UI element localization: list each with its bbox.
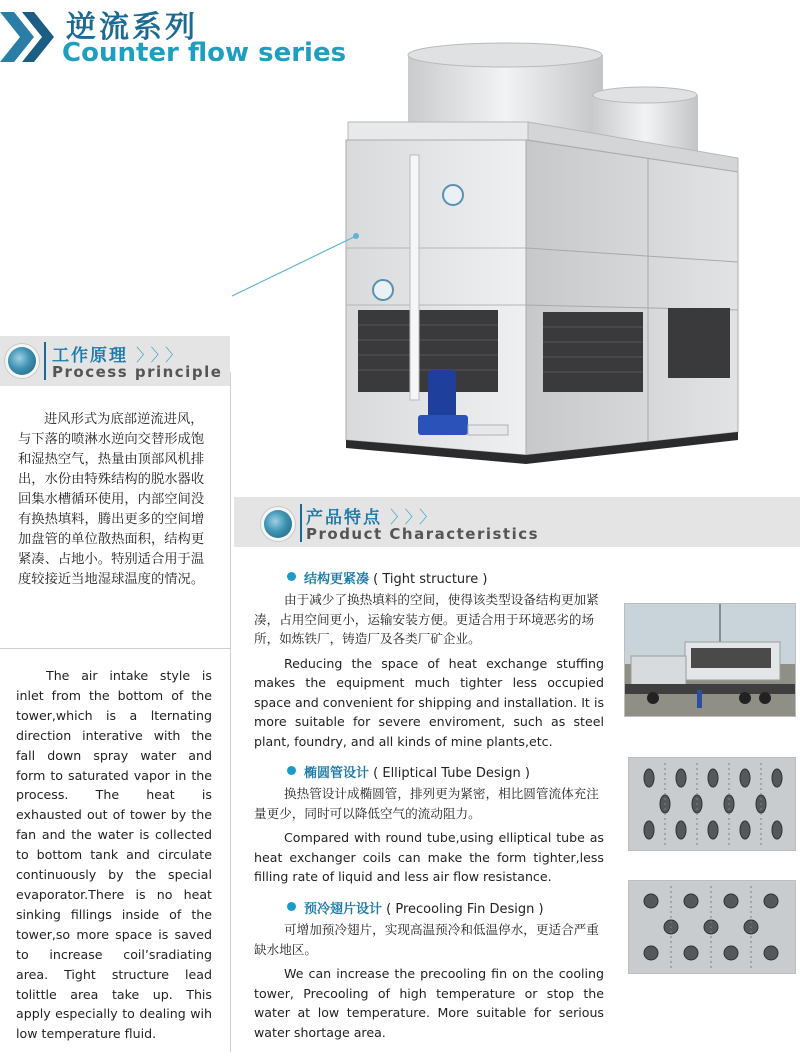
divider bbox=[0, 648, 230, 649]
section-divider bbox=[44, 342, 46, 380]
process-title-cn: 工作原理 〉〉〉 bbox=[52, 346, 188, 366]
feature-dot-icon bbox=[287, 766, 296, 775]
feature-title: 预冷翅片设计 ( Precooling Fin Design ) bbox=[304, 902, 544, 917]
feature-dot-icon bbox=[287, 572, 296, 581]
precooling-fin-diagram bbox=[628, 880, 796, 974]
feature-text: 可增加预冷翅片，实现高温预冷和低温停水，更适合严重缺水地区。 We can increase the precooling fin on the cooling tower, Precooling of high temperature or stop the water at low temperature. More suitable for serious water shortage area. bbox=[254, 922, 604, 1040]
process-text-cn: 进风形式为底部逆流进风，与下落的喷淋水逆向交替形成饱和湿热空气，热量由顶部风机排出，水份由特殊结构的脱水器收回集水槽循环使用，内部空间没有换热填料，腾出更多的空间增加盘管的单位散热面积，结构更紧凑、占地小。特别适合用于温度较接近当地湿球温度的情况。 bbox=[18, 412, 205, 587]
page-title-en: Counter flow series bbox=[62, 38, 347, 68]
feature-dot-icon bbox=[287, 902, 296, 911]
feature-text: 由于减少了换热填料的空间，使得该类型设备结构更加紧凑，占用空间更小，运输安装方便。更适合用于环境恶劣的场所，如炼铁厂，铸造厂及各类厂矿企业。 Reducing the space of heat exchange stuffing makes the equipment much tighter less occupied space and convenient for shipping and installation. It is more suitable for severe enviroment, such as steel plant, foundry, and all kinds of mine plants,etc. bbox=[254, 592, 604, 749]
column-divider bbox=[230, 372, 231, 1052]
product-section-header bbox=[234, 497, 800, 547]
elliptical-tube-diagram bbox=[628, 757, 796, 851]
callout-line bbox=[228, 230, 368, 300]
product-title-cn: 产品特点 〉〉〉 bbox=[306, 508, 442, 528]
product-title-en: Product Characteristics bbox=[306, 525, 540, 543]
transport-photo bbox=[624, 603, 796, 717]
chevron-logo-icon bbox=[0, 8, 60, 66]
section-bullet-icon bbox=[8, 347, 36, 375]
feature-title: 结构更紧凑 ( Tight structure ) bbox=[304, 572, 488, 587]
feature-text: 换热管设计成椭圆管，排列更为紧密，相比圆管流体充注量更少，同时可以降低空气的流动阻力。 Compared with round tube,using elliptical tube as heat exchanger coils can make the form tighter,less filling rate of liquid and less air flow resistance. bbox=[254, 786, 604, 884]
page-title-cn: 逆流系列 bbox=[66, 10, 198, 45]
process-section-header bbox=[0, 336, 230, 386]
section-bullet-icon bbox=[264, 510, 292, 538]
process-title-en: Process principle bbox=[52, 363, 223, 381]
feature-title: 椭圆管设计 ( Elliptical Tube Design ) bbox=[304, 766, 530, 781]
section-divider bbox=[300, 504, 302, 542]
process-text-en: The air intake style is inlet from the bottom of the tower,which is a lternating direction interative with the fall down spray water and form to saturated vapor in the process. The heat is exhausted out of tower by the fan and the water is collected to bottom tank and circulate continuously by the special evaporator.There is no heat sinking fillings inside of the tower,so more space is saved to increase coil’sradiating area. Tight structure lead tolittle area take up. This apply especially to dealing wih low temperature fluid. bbox=[16, 668, 212, 1042]
